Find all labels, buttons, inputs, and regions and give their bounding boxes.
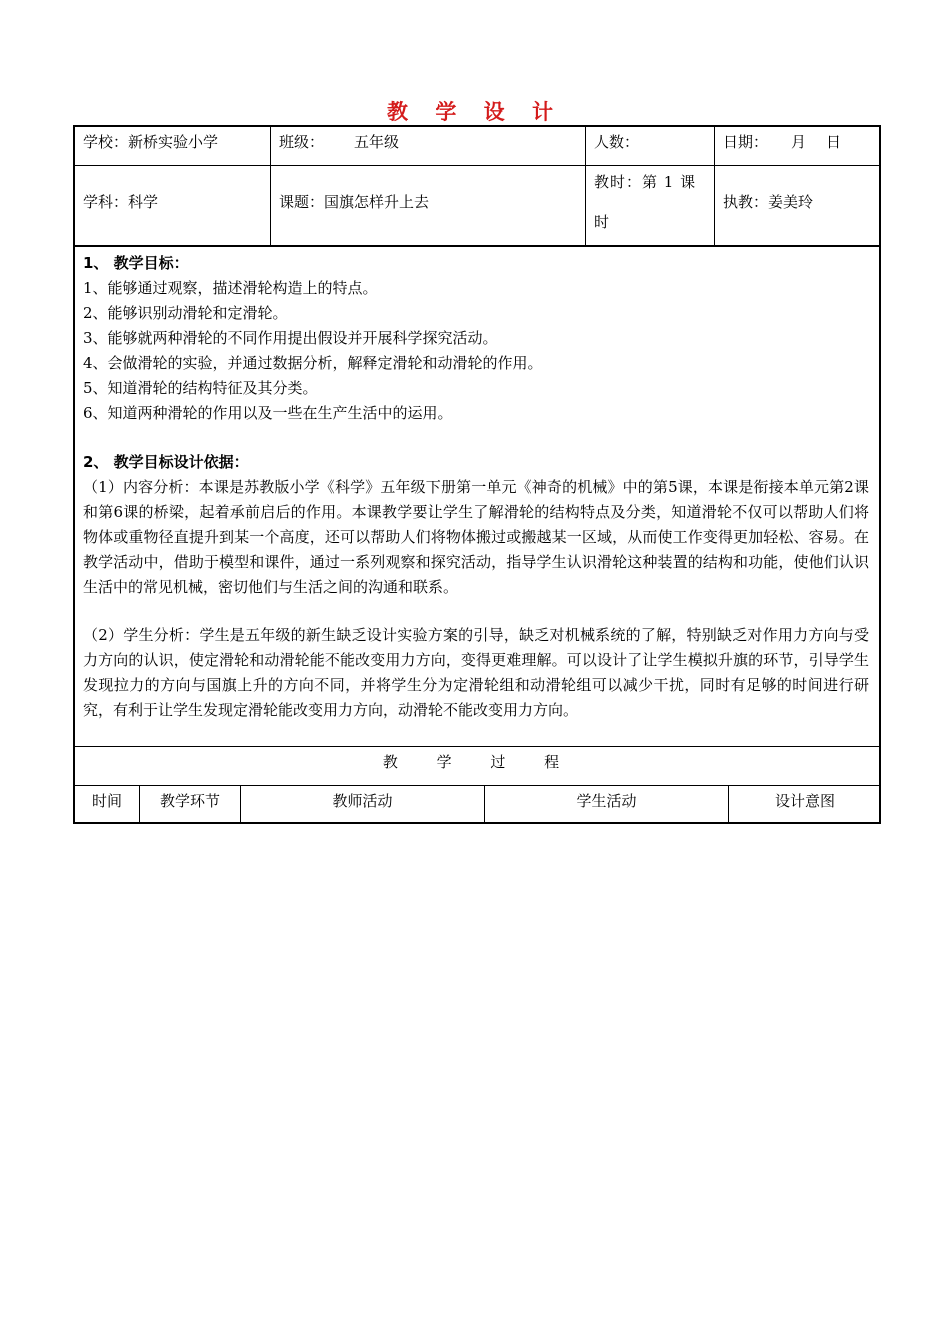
page-title: 教 学 设 计 xyxy=(387,100,563,124)
subject-cell: 学科：科学 xyxy=(83,193,159,211)
school-cell: 学校：新桥实验小学 xyxy=(83,133,219,151)
period-line-2: 时 xyxy=(594,213,610,231)
objective-item: 1、能够通过观察，描述滑轮构造上的特点。 xyxy=(83,279,378,297)
class-value: 五年级 xyxy=(354,133,400,151)
row-divider xyxy=(75,785,881,786)
column-header-design-intent: 设计意图 xyxy=(774,792,835,810)
objective-item: 3、能够就两种滑轮的不同作用提出假设并开展科学探究活动。 xyxy=(83,329,498,347)
column-divider xyxy=(270,127,271,246)
basis-section xyxy=(83,450,869,600)
date-label: 日期： xyxy=(723,133,769,151)
class-label: 班级： xyxy=(279,133,325,151)
column-divider xyxy=(585,127,586,246)
column-header-stage: 教学环节 xyxy=(159,792,220,810)
objective-item: 5、知道滑轮的结构特征及其分类。 xyxy=(83,379,318,397)
topic-cell: 课题：国旗怎样升上去 xyxy=(279,193,430,211)
row-divider xyxy=(75,746,881,747)
student-analysis-section xyxy=(83,623,869,723)
row-divider xyxy=(75,245,881,247)
objective-item: 4、会做滑轮的实验，并通过数据分析，解释定滑轮和动滑轮的作用。 xyxy=(83,354,543,372)
objective-item: 6、知道两种滑轮的作用以及一些在生产生活中的运用。 xyxy=(83,404,453,422)
column-header-student-activity: 学生活动 xyxy=(576,792,637,810)
content-analysis-paragraph: （1）内容分析：本课是苏教版小学《科学》五年级下册第一单元《神奇的机械》中的第5课，本课是衔接本单元第2课和第6课的桥梁，起着承前启后的作用。本课教学要让学生了解滑轮的结构特点及分类，知道滑轮不仅可以帮助人们将物体或重物径直提升到某一个高度，还可以帮助人们将物体搬过或搬越某一区域，从而使工作变得更加轻松、容易。在教学活动中，借助于模型和课件，通过一系列观察和探究活动，指导学生认识滑轮这种装置的结构和功能，使他们认识生活中的常见机械，密切他们与生活之间的沟通和联系。 xyxy=(83,478,869,596)
column-divider xyxy=(714,127,715,246)
column-header-time: 时间 xyxy=(91,792,122,810)
objectives-heading: 1、 教学目标： xyxy=(83,254,189,272)
student-analysis-paragraph: （2）学生分析：学生是五年级的新生缺乏设计实验方案的引导，缺乏对机械系统的了解，特别缺乏对作用力方向与受力方向的认识，使定滑轮和动滑轮能不能改变用力方向，变得更难理解。可以设计了让学生模拟升旗的环节，引导学生发现拉力的方向与国旗上升的方向不同，并将学生分为定滑轮组和动滑轮组可以减少干扰，同时有足够的时间进行研究，有利于让学生发现定滑轮能改变用力方向，动滑轮不能改变用力方向。 xyxy=(83,626,869,719)
basis-heading: 2、 教学目标设计依据： xyxy=(83,453,249,471)
process-heading: 教 学 过 程 xyxy=(382,753,574,771)
date-day: 日 xyxy=(826,133,842,151)
column-header-teacher-activity: 教师活动 xyxy=(332,792,393,810)
teacher-cell: 执教：姜美玲 xyxy=(723,193,814,211)
objective-item: 2、能够识别动滑轮和定滑轮。 xyxy=(83,304,288,322)
period-line-1: 教时：第 1 课 xyxy=(594,173,697,191)
row-divider xyxy=(75,165,881,166)
lesson-plan-table xyxy=(73,125,881,824)
date-month: 月 xyxy=(791,133,807,151)
people-cell: 人数： xyxy=(594,133,640,151)
objectives-section xyxy=(83,251,869,426)
